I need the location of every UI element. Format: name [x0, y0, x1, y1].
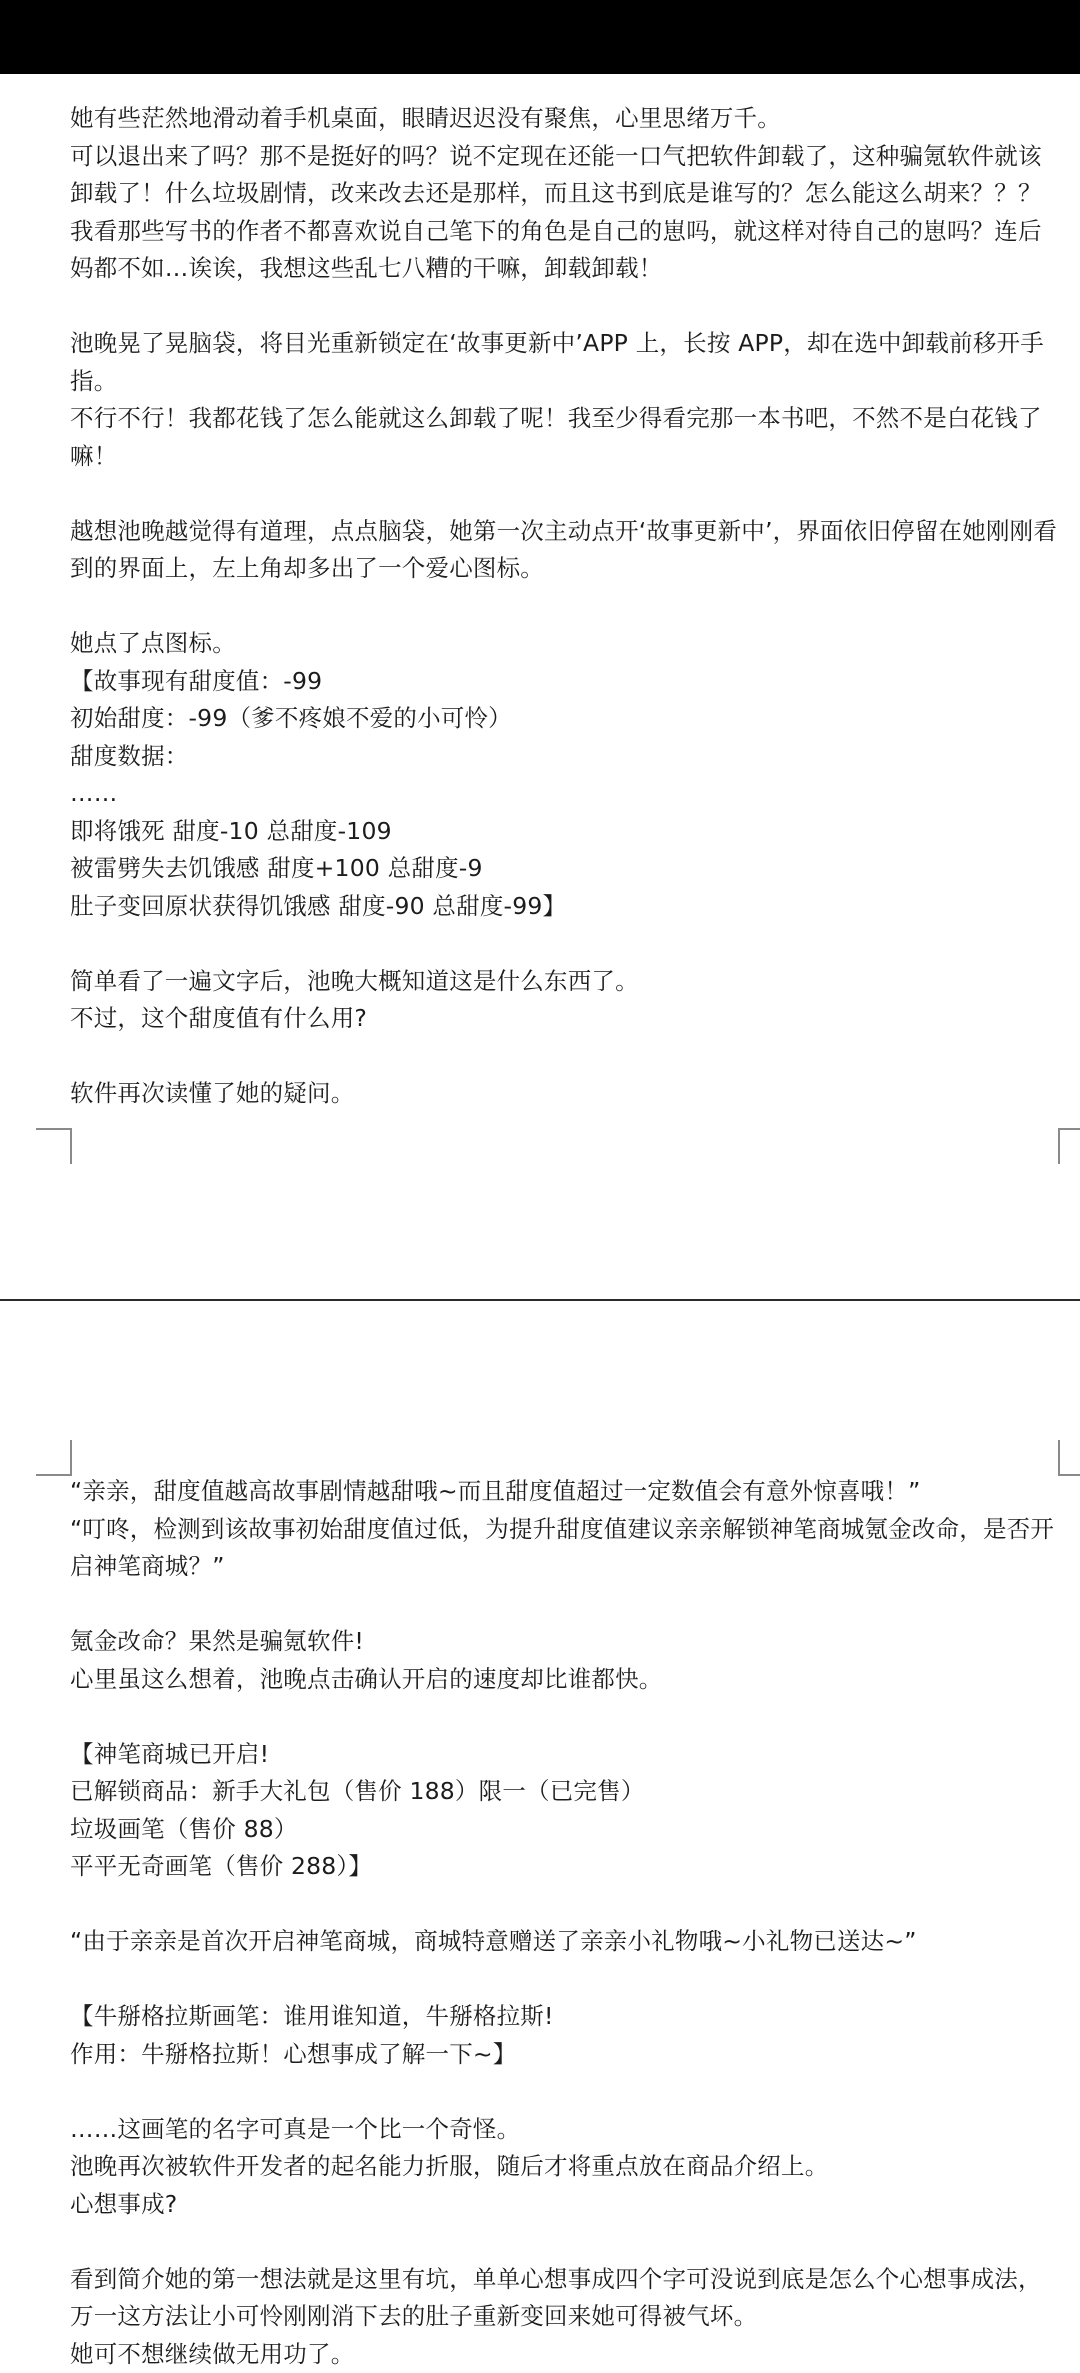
paragraph-line: 甜度数据： [70, 738, 1060, 776]
paragraph-line: 不行不行！我都花钱了怎么能就这么卸载了呢！我至少得看完那一本书吧，不然不是白花钱了嘛！ [70, 400, 1060, 475]
document-page-2 [0, 1303, 1080, 2340]
blank-line [70, 925, 1060, 963]
blank-line [70, 1961, 1060, 1999]
paragraph-line: 简单看了一遍文字后，池晚大概知道这是什么东西了。 [70, 963, 1060, 1001]
paragraph-line: 越想池晚越觉得有道理，点点脑袋，她第一次主动点开‘故事更新中’，界面依旧停留在她刚刚看到的界面上，左上角却多出了一个爱心图标。 [70, 513, 1060, 588]
page-margin-corner-top-left [36, 1440, 72, 1476]
blank-line [70, 1586, 1060, 1624]
paragraph-line: 心里虽这么想着，池晚点击确认开启的速度却比谁都快。 [70, 1661, 1060, 1699]
paragraph-line: 她点了点图标。 [70, 625, 1060, 663]
paragraph-line: “叮咚，检测到该故事初始甜度值过低，为提升甜度值建议亲亲解锁神笔商城氪金改命，是否开启神笔商城？” [70, 1511, 1060, 1586]
blank-line [70, 475, 1060, 513]
paragraph-line: ……这画笔的名字可真是一个比一个奇怪。 [70, 2111, 1060, 2149]
paragraph-line: 心想事成? [70, 2186, 1060, 2224]
paragraph-line: 初始甜度：-99（爹不疼娘不爱的小可怜） [70, 700, 1060, 738]
paragraph-line: …… [70, 775, 1060, 813]
paragraph-line: 被雷劈失去饥饿感 甜度+100 总甜度-9 [70, 850, 1060, 888]
blank-line [70, 1038, 1060, 1076]
paragraph-line: 平平无奇画笔（售价 288）】 [70, 1848, 1060, 1886]
paragraph-line: 氪金改命？果然是骗氪软件! [70, 1623, 1060, 1661]
paragraph-line: 【牛掰格拉斯画笔：谁用谁知道，牛掰格拉斯! [70, 1998, 1060, 2036]
paragraph-line: 肚子变回原状获得饥饿感 甜度-90 总甜度-99】 [70, 888, 1060, 926]
blank-line [70, 588, 1060, 626]
paragraph-line: 垃圾画笔（售价 88） [70, 1811, 1060, 1849]
page-margin-corner-top-right [1058, 1440, 1080, 1476]
paragraph-line: 池晚晃了晃脑袋，将目光重新锁定在‘故事更新中’APP 上，长按 APP，却在选中卸载前移开手指。 [70, 325, 1060, 400]
page-margin-corner-bottom-left [36, 1128, 72, 1164]
paragraph-line: 可以退出来了吗？那不是挺好的吗？说不定现在还能一口气把软件卸载了，这种骗氪软件就该卸载了！什么垃圾剧情，改来改去还是那样，而且这书到底是谁写的？怎么能这么胡来？？？我看那些写书的作者不都喜欢说自己笔下的角色是自己的崽吗，就这样对待自己的崽吗？连后妈都不如…诶诶，我想这些乱七八糟的干嘛，卸载卸载！ [70, 138, 1060, 288]
paragraph-line: 池晚再次被软件开发者的起名能力折服，随后才将重点放在商品介绍上。 [70, 2148, 1060, 2186]
paragraph-line: 软件再次读懂了她的疑问。 [70, 1075, 1060, 1113]
paragraph-line: 已解锁商品：新手大礼包（售价 188）限一（已完售） [70, 1773, 1060, 1811]
status-bar [0, 0, 1080, 74]
paragraph-line: 【神笔商城已开启! [70, 1736, 1060, 1774]
page-2-text-body [70, 1473, 1060, 2373]
paragraph-line: 即将饿死 甜度-10 总甜度-109 [70, 813, 1060, 851]
blank-line [70, 288, 1060, 326]
paragraph-line: “由于亲亲是首次开启神笔商城，商城特意赠送了亲亲小礼物哦~小礼物已送达~” [70, 1923, 1060, 1961]
document-page-1 [0, 74, 1080, 1300]
paragraph-line: 作用：牛掰格拉斯！心想事成了解一下~】 [70, 2036, 1060, 2074]
paragraph-line: 她有些茫然地滑动着手机桌面，眼睛迟迟没有聚焦，心里思绪万千。 [70, 100, 1060, 138]
paragraph-line: “亲亲，甜度值越高故事剧情越甜哦~而且甜度值超过一定数值会有意外惊喜哦！” [70, 1473, 1060, 1511]
paragraph-line: 看到简介她的第一想法就是这里有坑，单单心想事成四个字可没说到底是怎么个心想事成法，万一这方法让小可怜刚刚消下去的肚子重新变回来她可得被气坏。 [70, 2261, 1060, 2336]
blank-line [70, 1698, 1060, 1736]
paragraph-line: 不过，这个甜度值有什么用? [70, 1000, 1060, 1038]
page-break-divider [0, 1299, 1080, 1301]
paragraph-line: 【故事现有甜度值：-99 [70, 663, 1060, 701]
blank-line [70, 2223, 1060, 2261]
page-1-text-body [70, 100, 1060, 1113]
blank-line [70, 2073, 1060, 2111]
page-margin-corner-bottom-right [1058, 1128, 1080, 1164]
paragraph-line: 她可不想继续做无用功了。 [70, 2336, 1060, 2373]
blank-line [70, 1886, 1060, 1924]
